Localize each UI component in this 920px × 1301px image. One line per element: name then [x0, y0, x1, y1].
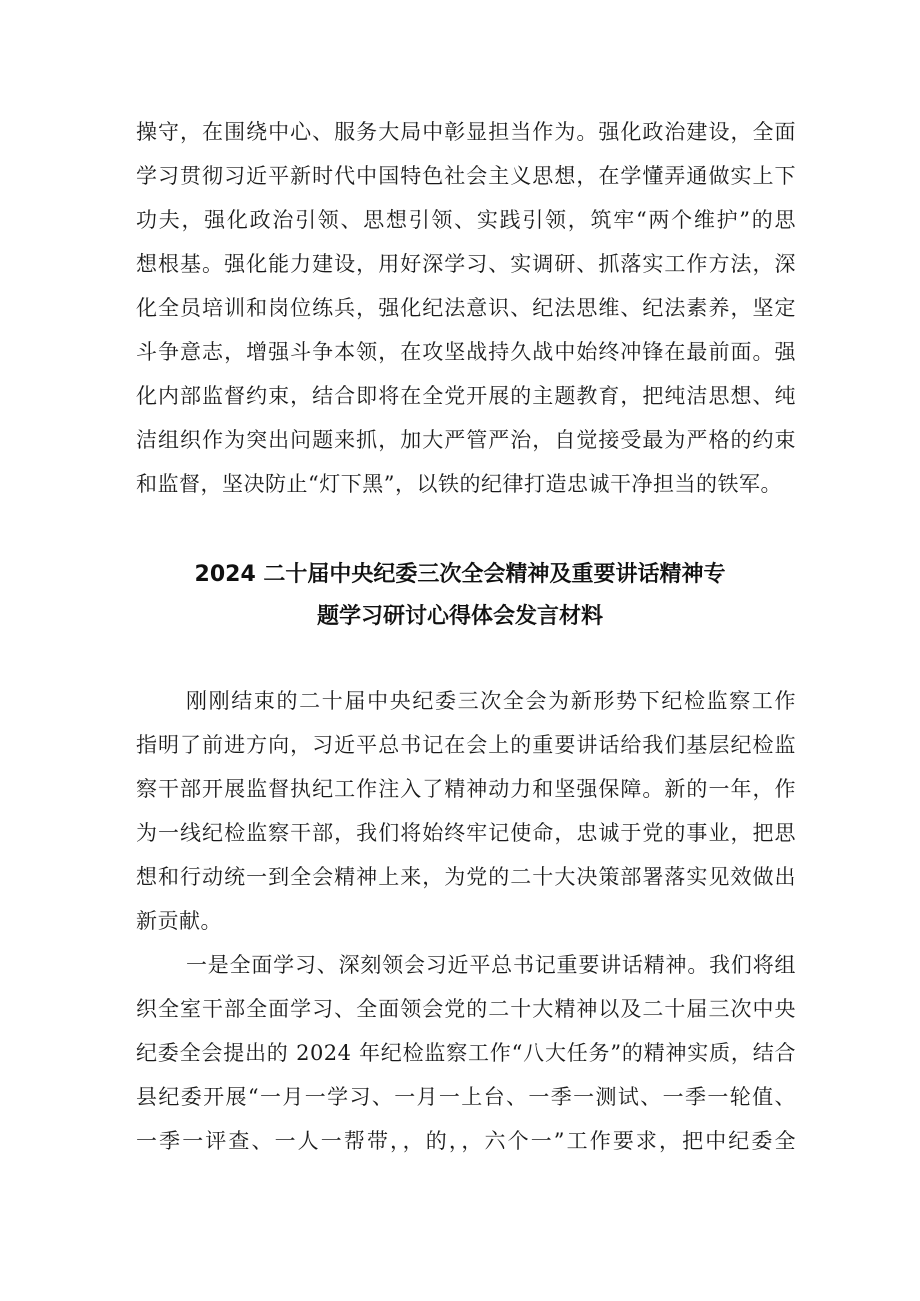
text-line: 化全员培训和岗位练兵，强化纪法意识、纪法思维、纪法素养，坚定: [136, 296, 796, 320]
text-line: 纪委全会提出的 2024 年纪检监察工作“八大任务”的精神实质，结合: [136, 1041, 796, 1065]
text-line: 县纪委开展“一月一学习、一月一上台、一季一测试、一季一轮值、: [136, 1085, 796, 1109]
text-line: 化内部监督约束，结合即将在全党开展的主题教育，把纯洁思想、纯: [136, 384, 796, 408]
text-line: 织全室干部全面学习、全面领会党的二十大精神以及二十届三次中央: [136, 997, 796, 1021]
text-line: 一是全面学习、深刻领会习近平总书记重要讲话精神。我们将组: [186, 953, 796, 977]
title-line-1: 2024 二十届中央纪委三次全会精神及重要讲话精神专: [194, 562, 726, 587]
text-line: 功夫，强化政治引领、思想引领、实践引领，筑牢“两个维护”的思: [136, 208, 796, 232]
text-line: 想和行动统一到全会精神上来，为党的二十大决策部署落实见效做出: [136, 865, 796, 889]
text-line: 洁组织作为突出问题来抓，加大严管严治，自觉接受最为严格的约束: [136, 428, 796, 452]
text-line: 察干部开展监督执纪工作注入了精神动力和坚强保障。新的一年，作: [136, 777, 796, 801]
text-line: 新贡献。: [136, 909, 222, 933]
text-line: 为一线纪检监察干部，我们将始终牢记使命，忠诚于党的事业，把思: [136, 821, 796, 845]
text-line: 刚刚结束的二十届中央纪委三次全会为新形势下纪检监察工作: [186, 689, 796, 713]
title-line-2: 题学习研讨心得体会发言材料: [316, 604, 603, 629]
text-line: 斗争意志，增强斗争本领，在攻坚战持久战中始终冲锋在最前面。强: [136, 340, 796, 364]
text-line: 一季一评查、一人一帮带，，的，，六个一”工作要求，把中纪委全: [136, 1129, 796, 1153]
text-line: 指明了前进方向，习近平总书记在会上的重要讲话给我们基层纪检监: [136, 733, 796, 757]
text-line: 和监督，坚决防止“灯下黑”，以铁的纪律打造忠诚干净担当的铁军。: [136, 472, 782, 496]
text-line: 操守，在围绕中心、服务大局中彰显担当作为。强化政治建设，全面: [136, 120, 796, 144]
text-line: 想根基。强化能力建设，用好深学习、实调研、抓落实工作方法，深: [136, 252, 796, 276]
text-line: 学习贯彻习近平新时代中国特色社会主义思想，在学懂弄通做实上下: [136, 164, 796, 188]
